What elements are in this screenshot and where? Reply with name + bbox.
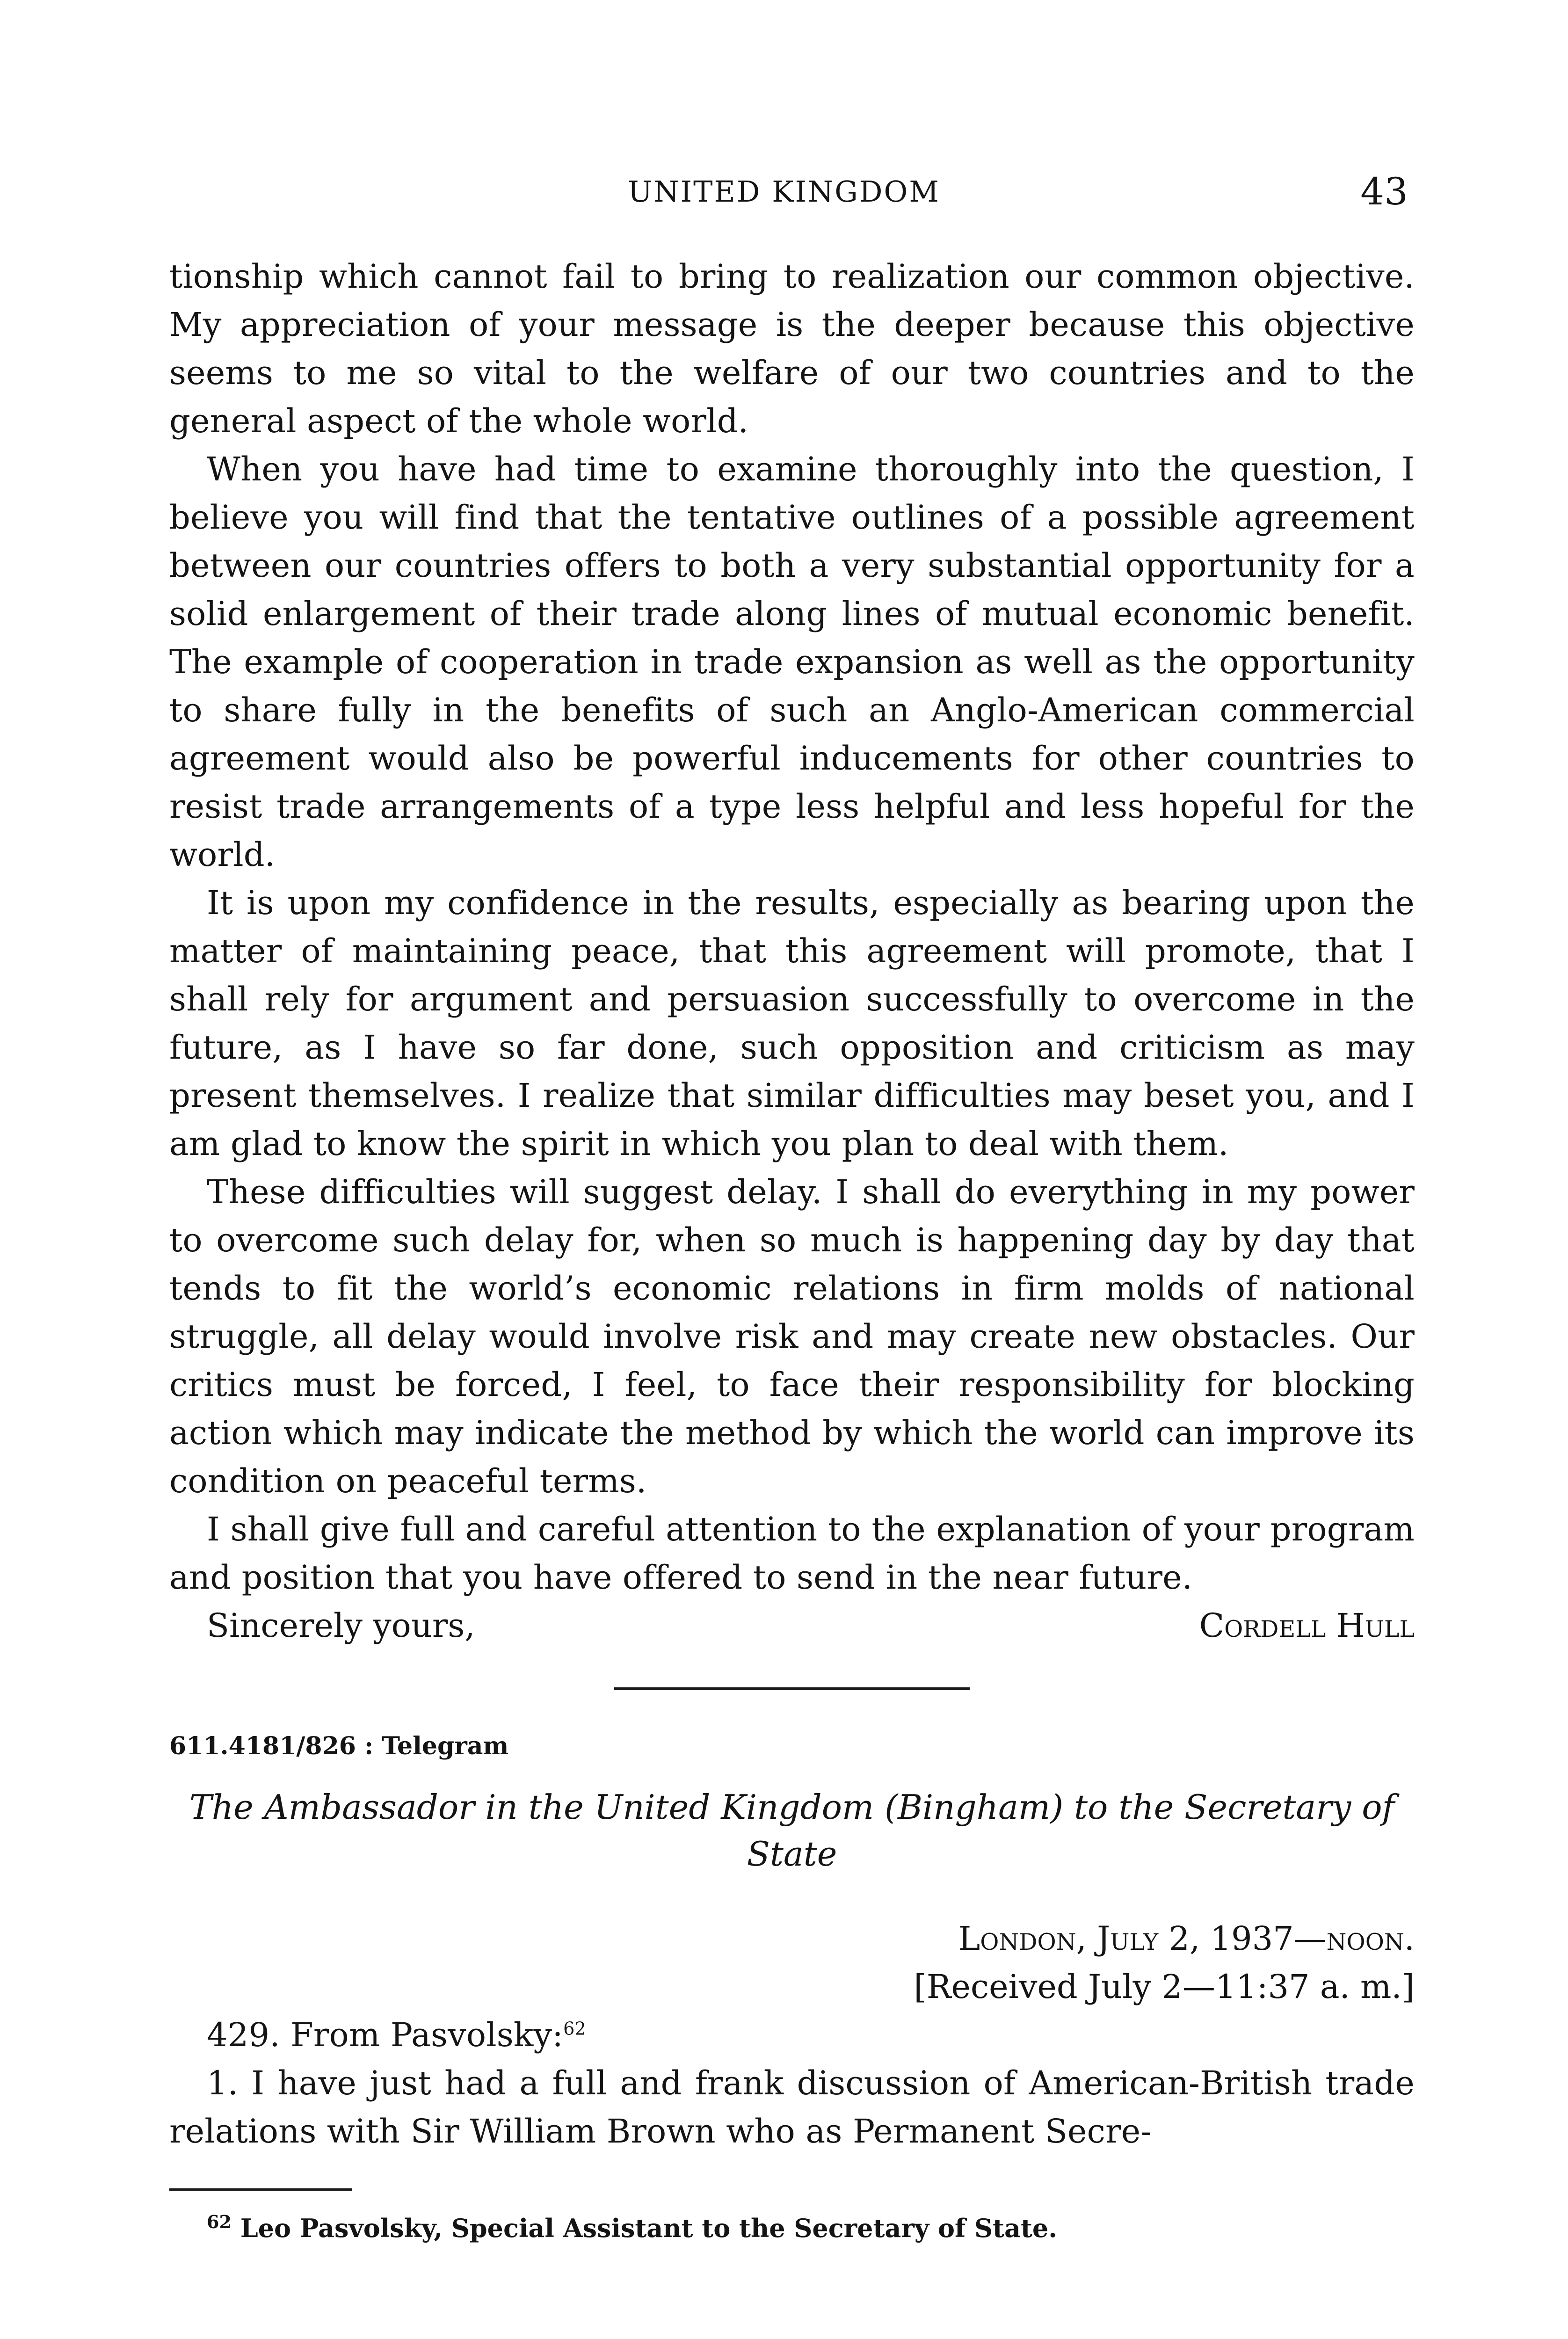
dateline-sent: London, July 2, 1937—noon. (958, 1919, 1415, 1958)
dateline-received: [Received July 2—11:37 a. m.] (914, 1968, 1415, 2006)
signature: Cordell Hull (1199, 1606, 1415, 1645)
letter-paragraph-2: When you have had time to examine thoroughly into the question, I believe you will find that the tentative outlines of a possible agreement between our countries offers to both a very substantial opportunity for a solid enlargement of their trade along lines of mutual economic benefit. The example of cooperation in trade expansion as well as the opportunity to share fully in the benefits of such an Anglo-American commercial agreement would also be powerful inducements for other countries to resist trade arrangements of a type less helpful and less hopeful for the world. (169, 450, 1415, 874)
telegram-intro-text: 429. From Pasvolsky: (207, 2016, 564, 2054)
running-title: UNITED KINGDOM (628, 174, 940, 209)
footnote-marker: 62 (207, 2211, 232, 2232)
section-divider (614, 1687, 970, 1690)
telegram-intro (169, 2011, 1415, 2059)
letter-paragraph-4: These difficulties will suggest delay. I shall do everything in my power to overcome such delay for, when so much is happening day by day that tends to fit the world’s economic relations in firm molds of national struggle, all delay would involve risk and may create new obstacles. Our critics must be forced, I feel, to face their responsibility for blocking action which may indicate the method by which the world can improve its condition on peaceful terms. (169, 1173, 1415, 1500)
telegram-heading: The Ambassador in the United Kingdom (Bingham) to the Secretary of State (189, 1787, 1395, 1874)
closing-line (169, 1602, 1415, 1650)
letter-paragraph-1: tionship which cannot fail to bring to realization our common objective. My appreciation of your message is the deeper because this objective seems to me so vital to the welfare of our two countries and to the general aspect of the whole world. (169, 257, 1415, 440)
letter-paragraph-5: I shall give full and careful attention to the explanation of your program and position that you have offered to send in the near future. (169, 1510, 1415, 1597)
page-number: 43 (1360, 170, 1408, 213)
footnote-reference: 62 (563, 2018, 586, 2039)
body-text (169, 253, 1415, 2247)
letter-paragraph-3: It is upon my confidence in the results, especially as bearing upon the matter of maintaining peace, that this agreement will promote, that I shall rely for argument and persuasion successfully to overcome in the future, as I have so far done, such opposition and criticism as may present themselves. I realize that similar difficulties may beset you, and I am glad to know the spirit in which you plan to deal with them. (169, 884, 1415, 1163)
telegram-paragraph-1: 1. I have just had a full and frank discussion of American-British trade relations with Sir William Brown who as Permanent Secre- (169, 2064, 1415, 2150)
running-header (0, 171, 1568, 213)
file-reference: 611.4181/826 : Telegram (169, 1732, 509, 1760)
footnote-text: Leo Pasvolsky, Special Assistant to the Secretary of State. (240, 2213, 1058, 2243)
closing: Sincerely yours, (207, 1606, 475, 1645)
footnote-divider (169, 2188, 352, 2191)
footnote (169, 2209, 1415, 2247)
dateline (169, 1915, 1415, 2011)
